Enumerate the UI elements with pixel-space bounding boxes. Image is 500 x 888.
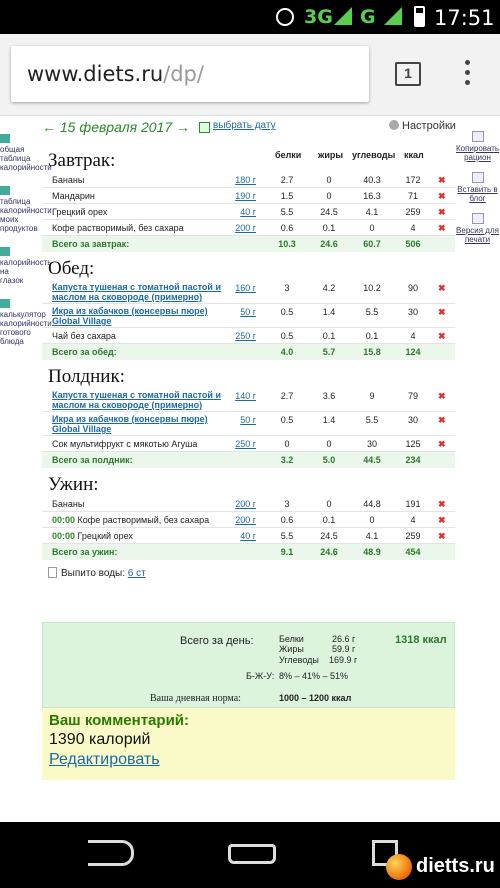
food-name: Мандарин: [52, 191, 95, 201]
delete-icon[interactable]: ✖: [438, 331, 446, 341]
food-fat: 0: [326, 175, 332, 185]
water-value-link[interactable]: 6 ст: [127, 568, 146, 579]
food-grams-link[interactable]: 40 г: [240, 531, 256, 541]
food-row: [42, 496, 455, 512]
food-name-cell[interactable]: [52, 414, 222, 434]
food-name-cell: [52, 515, 222, 525]
delete-icon[interactable]: ✖: [438, 223, 446, 233]
water-label: Выпито воды:: [61, 568, 126, 579]
meal-section: [42, 468, 455, 560]
food-grams-link[interactable]: 250 г: [235, 331, 256, 341]
food-fat: 24.5: [320, 531, 338, 541]
table-icon: [0, 247, 10, 256]
blog-icon: [472, 172, 484, 183]
food-carbs: 4.1: [365, 531, 379, 541]
meal-total-row: [42, 452, 455, 468]
food-row: [42, 528, 455, 544]
food-fat: 1.4: [322, 307, 336, 317]
day-carbs-label: Углеводы: [279, 655, 319, 665]
browser-toolbar: [0, 34, 500, 116]
food-carbs: 16.3: [363, 191, 381, 201]
table-icon: [0, 186, 10, 195]
food-protein: 2.7: [280, 391, 294, 401]
back-icon[interactable]: [88, 840, 134, 866]
watermark-text: dietts.ru: [416, 855, 495, 877]
url-host: www.diets.ru: [27, 62, 164, 86]
food-row: [42, 172, 455, 188]
food-row: [42, 204, 455, 220]
delete-icon[interactable]: ✖: [438, 191, 446, 201]
comment-text: 1390 калорий: [49, 731, 151, 748]
meal-title: Обед:: [48, 258, 95, 279]
food-protein: 1.5: [280, 191, 294, 201]
food-row: [42, 512, 455, 528]
food-kcal: 71: [407, 191, 418, 201]
meal-title: Ужин:: [48, 474, 99, 495]
food-row: [42, 188, 455, 204]
signal-icon: [384, 7, 402, 25]
column-header-fat: жиры: [318, 150, 344, 160]
food-grams-link[interactable]: 250 г: [235, 439, 256, 449]
food-protein: 5.5: [280, 531, 294, 541]
delete-icon[interactable]: ✖: [438, 439, 446, 449]
meal-section: [42, 252, 455, 360]
total-fat: 5.7: [322, 347, 336, 357]
food-grams-link[interactable]: 140 г: [235, 391, 256, 401]
food-row: [42, 220, 455, 236]
food-carbs: 30: [366, 439, 377, 449]
day-summary: [42, 622, 455, 708]
food-time: 00:00: [52, 531, 76, 541]
food-fat: 24.5: [320, 207, 338, 217]
food-kcal: 191: [405, 499, 421, 509]
meal-total-label: Всего за ужин:: [52, 547, 118, 557]
food-row: [42, 304, 455, 328]
daily-norm-label: Ваша дневная норма:: [150, 693, 241, 704]
food-fat: 3.6: [322, 391, 336, 401]
network-3g-label: 3G: [304, 6, 333, 28]
total-kcal: 234: [405, 455, 421, 465]
meal-total-label: Всего за полдник:: [52, 455, 133, 465]
food-name: Бананы: [52, 499, 85, 509]
total-carbs: 60.7: [363, 239, 381, 249]
day-carbs-value: 169.9 г: [329, 655, 358, 665]
food-kcal: 4: [410, 331, 416, 341]
food-name-cell[interactable]: [52, 390, 222, 410]
bzu-label: Б-Ж-У:: [246, 671, 275, 681]
food-row: [42, 280, 455, 304]
delete-icon[interactable]: ✖: [438, 307, 446, 317]
food-name: Кофе растворимый, без сахара: [77, 515, 210, 525]
url-bar[interactable]: [11, 46, 369, 102]
network-g-label: G: [360, 6, 376, 28]
delete-icon[interactable]: ✖: [438, 391, 446, 401]
food-protein: 2.7: [280, 175, 294, 185]
food-name: Икра из кабачков (консервы пюре) Global Village: [52, 414, 208, 434]
food-carbs: 0: [369, 223, 375, 233]
food-protein: 5.5: [280, 207, 294, 217]
total-protein: 3.2: [280, 455, 294, 465]
total-protein: 9.1: [280, 547, 294, 557]
date-bar: [42, 119, 276, 137]
food-name: Капуста тушеная с томатной пастой и маслом на сковороде (примерно): [52, 390, 221, 410]
day-protein-label: Белки: [279, 634, 304, 644]
web-page: [0, 116, 500, 822]
food-row: [42, 328, 455, 344]
column-header-kcal: ккал: [404, 150, 424, 160]
day-protein-value: 26.6 г: [332, 634, 356, 644]
left-rail-link[interactable]: [0, 247, 52, 285]
meal-title: Завтрак:: [48, 150, 116, 171]
food-carbs: 5.5: [365, 415, 379, 425]
bzu-value: 8% – 41% – 51%: [279, 671, 349, 681]
total-kcal: 454: [405, 547, 421, 557]
food-carbs: 4.1: [365, 207, 379, 217]
gear-icon: [389, 120, 399, 130]
food-grams-link[interactable]: 160 г: [235, 283, 256, 293]
left-rail-link[interactable]: [0, 134, 52, 172]
food-grams-link[interactable]: 180 г: [235, 175, 256, 185]
food-name-cell: [52, 499, 222, 509]
food-name-cell: [52, 439, 222, 449]
total-carbs: 15.8: [363, 347, 381, 357]
food-grams-link[interactable]: 200 г: [235, 515, 256, 525]
food-name-cell: [52, 331, 222, 341]
delete-icon[interactable]: ✖: [438, 175, 446, 185]
right-rail-link[interactable]: [455, 131, 500, 162]
daily-norm-value: 1000 – 1200 ккал: [279, 693, 352, 703]
left-rail-link[interactable]: [0, 299, 52, 346]
android-nav-bar: [0, 822, 500, 888]
food-name-cell: [52, 175, 222, 185]
diet-table: [42, 144, 455, 586]
total-kcal: 124: [405, 347, 421, 357]
copy-icon: [472, 131, 484, 142]
food-name: Чай без сахара: [52, 331, 116, 341]
clock: 17:51: [434, 6, 495, 30]
meal-total-row: [42, 544, 455, 560]
food-carbs: 9: [369, 391, 375, 401]
food-fat: 0: [326, 191, 332, 201]
food-name: Капуста тушеная с томатной пастой и маслом на сковороде (примерно): [52, 282, 221, 302]
meal-total-row: [42, 236, 455, 252]
battery-icon: [414, 6, 425, 27]
total-kcal: 506: [405, 239, 421, 249]
food-name-cell: [52, 223, 222, 233]
food-fat: 0: [326, 499, 332, 509]
food-protein: 3: [284, 499, 290, 509]
food-kcal: 125: [405, 439, 421, 449]
calendar-icon[interactable]: [199, 122, 210, 133]
left-rail-label: таблица калорийности моих продуктов: [0, 197, 52, 233]
food-protein: 3: [284, 283, 290, 293]
delete-icon[interactable]: ✖: [438, 531, 446, 541]
print-icon: [472, 213, 484, 224]
food-carbs: 0: [369, 515, 375, 525]
food-grams-link[interactable]: 50 г: [240, 415, 256, 425]
total-protein: 4.0: [280, 347, 294, 357]
url-path: /dp/: [163, 62, 204, 86]
left-rail-label: калорийность на глазок: [0, 258, 52, 285]
food-name-cell: [52, 191, 222, 201]
tabs-button[interactable]: 1: [395, 62, 421, 86]
glass-icon: [48, 567, 57, 578]
settings-label: Настройки: [402, 120, 456, 132]
meal-title: Полдник:: [48, 366, 125, 387]
food-carbs: 5.5: [365, 307, 379, 317]
food-carbs: 40.3: [363, 175, 381, 185]
left-rail-label: общая таблица калорийности: [0, 145, 52, 172]
food-kcal: 30: [407, 415, 418, 425]
overflow-menu-icon[interactable]: [462, 60, 472, 90]
food-grams-link[interactable]: 200 г: [235, 223, 256, 233]
food-name-cell: [52, 207, 222, 217]
meal-section: [42, 144, 455, 252]
water-row: [42, 560, 455, 586]
food-grams-link[interactable]: 200 г: [235, 499, 256, 509]
column-header-carbs: углеводы: [352, 150, 396, 160]
total-fat: 24.6: [320, 547, 338, 557]
food-fat: 0: [326, 439, 332, 449]
delete-icon[interactable]: ✖: [438, 207, 446, 217]
total-protein: 10.3: [278, 239, 296, 249]
alarm-icon: [276, 8, 294, 26]
food-name: Сок мультифрукт с мякотью Агуша: [52, 439, 198, 449]
meals-list: [42, 144, 455, 560]
food-fat: 4.2: [322, 283, 336, 293]
food-fat: 0.1: [322, 331, 336, 341]
food-name-cell[interactable]: [52, 306, 222, 326]
food-kcal: 4: [410, 223, 416, 233]
day-total-label: Всего за день:: [180, 635, 254, 647]
food-row: [42, 436, 455, 452]
delete-icon[interactable]: ✖: [438, 499, 446, 509]
food-protein: 0: [284, 439, 290, 449]
right-rail-label: Копировать рацион: [455, 144, 500, 162]
pick-date-link[interactable]: выбрать дату: [213, 120, 276, 131]
left-sidebar: [0, 134, 52, 360]
food-carbs: 0.1: [365, 331, 379, 341]
meal-section: [42, 360, 455, 468]
food-name: Икра из кабачков (консервы пюре) Global Village: [52, 306, 208, 326]
food-name: Кофе растворимый, без сахара: [52, 223, 184, 233]
food-fat: 1.4: [322, 415, 336, 425]
meal-total-row: [42, 344, 455, 360]
total-carbs: 48.9: [363, 547, 381, 557]
food-kcal: 79: [407, 391, 418, 401]
edit-comment-link[interactable]: Редактировать: [49, 751, 160, 768]
table-icon: [0, 299, 10, 308]
food-protein: 0.5: [280, 331, 294, 341]
food-name: Бананы: [52, 175, 85, 185]
food-name: Грецкий орех: [52, 207, 108, 217]
total-carbs: 44.5: [363, 455, 381, 465]
food-name: Грецкий орех: [77, 531, 133, 541]
meal-total-label: Всего за обед:: [52, 347, 117, 357]
right-rail-label: Версия для печати: [456, 226, 499, 244]
status-bar: [0, 0, 500, 34]
watermark: [386, 852, 498, 882]
table-icon: [0, 134, 10, 143]
day-kcal: 1318 ккал: [395, 634, 447, 646]
comment-box: [42, 708, 455, 780]
food-carbs: 44.8: [363, 499, 381, 509]
food-protein: 0.5: [280, 415, 294, 425]
right-rail-label: Вставить в блог: [457, 185, 498, 203]
food-kcal: 259: [405, 531, 421, 541]
delete-icon[interactable]: ✖: [438, 283, 446, 293]
food-time: 00:00: [52, 515, 76, 525]
food-kcal: 90: [407, 283, 418, 293]
food-kcal: 259: [405, 207, 421, 217]
food-fat: 0.1: [322, 515, 336, 525]
food-grams-link[interactable]: 40 г: [240, 207, 256, 217]
delete-icon[interactable]: ✖: [438, 415, 446, 425]
food-kcal: 172: [405, 175, 421, 185]
comment-title: Ваш комментарий:: [49, 712, 190, 729]
food-row: [42, 388, 455, 412]
food-kcal: 30: [407, 307, 418, 317]
food-name-cell: [52, 531, 222, 541]
date-navigator[interactable]: ← 15 февраля 2017 →: [42, 119, 191, 135]
delete-icon[interactable]: ✖: [438, 515, 446, 525]
total-fat: 24.6: [320, 239, 338, 249]
column-header-protein: белки: [275, 150, 302, 160]
signal-icon: [334, 7, 352, 25]
food-protein: 0.6: [280, 515, 294, 525]
food-carbs: 10.2: [363, 283, 381, 293]
food-protein: 0.5: [280, 307, 294, 317]
food-fat: 0.1: [322, 223, 336, 233]
right-rail-link[interactable]: [455, 172, 500, 203]
settings-link[interactable]: [389, 120, 456, 132]
food-name-cell[interactable]: [52, 282, 222, 302]
left-rail-link[interactable]: [0, 186, 52, 233]
food-grams-link[interactable]: 50 г: [240, 307, 256, 317]
day-fat-value: 59.9 г: [332, 644, 356, 654]
left-rail-label: калькулятор калорийности готового блюда: [0, 310, 52, 346]
right-rail-link[interactable]: [455, 213, 500, 244]
day-fat-label: Жиры: [279, 644, 304, 654]
meal-total-label: Всего за завтрак:: [52, 239, 130, 249]
right-sidebar: [455, 131, 500, 254]
watermark-logo-icon: [386, 854, 412, 880]
food-kcal: 4: [410, 515, 416, 525]
food-grams-link[interactable]: 190 г: [235, 191, 256, 201]
food-row: [42, 412, 455, 436]
total-fat: 5.0: [322, 455, 336, 465]
food-protein: 0.6: [280, 223, 294, 233]
home-icon[interactable]: [228, 844, 276, 864]
